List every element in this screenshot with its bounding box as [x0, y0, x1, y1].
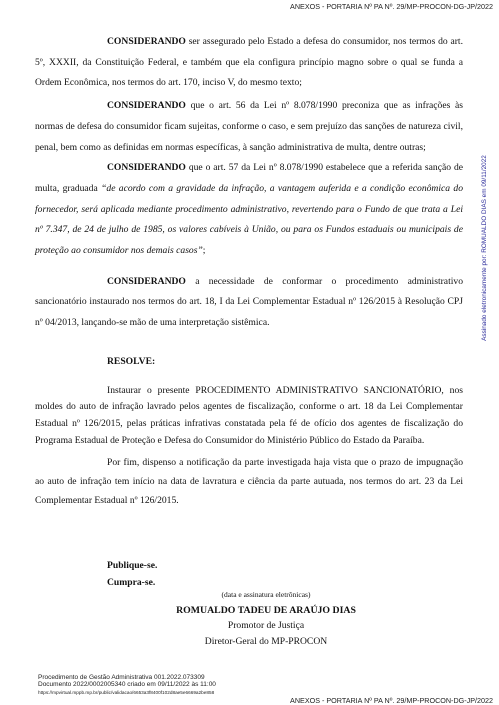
paragraph-resolution: Instaurar o presente PROCEDIMENTO ADMINISTRATIVO SANCIONATÓRIO, nos moldes do auto de infração lavrado pelos agentes de fiscalização, conforme o art. 18 da Lei Complementar Estadual nº 126/2015, pelas práticas infrativas constatada pela fé de ofício dos agentes de fiscalização do Programa Estadual de Proteção e Defesa do Consumidor do Ministério Público do Estado da Paraíba.: [35, 384, 463, 447]
signature-note: (data e assinatura eletrônicas): [221, 590, 311, 599]
closing-block: [107, 557, 157, 591]
document-body: [35, 32, 463, 510]
footer-info: [38, 674, 216, 696]
electronic-signature-stamp: Assinado eletronicamente por: ROMUALDO DIAS em 09/11/2022: [481, 155, 488, 341]
considerando-label: CONSIDERANDO: [107, 162, 186, 174]
considerando-label: CONSIDERANDO: [107, 275, 186, 287]
footer-reference: ANEXOS - PORTARIA Nº PA Nº. 29/MP-PROCON-DG-JP/2022: [290, 696, 493, 705]
paragraph-text: ;: [202, 245, 206, 257]
considerando-label: CONSIDERANDO: [107, 100, 186, 112]
footer-document: Documento 2022/0002005340 criado em 09/11/2022 às 11:00: [38, 681, 216, 689]
paragraph-considerando-2: [35, 96, 463, 158]
paragraph-considerando-3: [35, 158, 463, 262]
page-header: ANEXOS - PORTARIA Nº PA Nº. 29/MP-PROCON-DG-JP/2022: [290, 2, 493, 11]
considerando-label: CONSIDERANDO: [107, 36, 186, 47]
signer-role-2: Diretor-Geral do MP-PROCON: [204, 635, 328, 647]
signature-block: [120, 587, 412, 649]
paragraph-text: que o art. 57 da Lei nº 8.078/1990 estabelece que a referida sanção de multa, graduada: [35, 162, 463, 194]
publique-text: Publique-se.: [107, 560, 158, 571]
resolve-heading: RESOLVE:: [107, 355, 156, 367]
paragraph-considerando-4: [35, 272, 463, 334]
paragraph-text: que o art. 56 da Lei nº 8.078/1990 preconiza que as infrações às normas de defesa do consumidor ficam sujeitas, conforme o caso, e sem prejuízo das sanções de natureza civil, penal, bem como as definidas em normas específicas, à sanção administrativa de multa, dentre outras;: [35, 100, 463, 153]
paragraph-notification: Por fim, dispenso a notificação da parte investigada haja vista que o prazo de impugnação ao auto de infração tem início na data de lavratura e ciência da parte autuada, nos termos do art. 23 da Lei Complementar Estadual nº 126/2015.: [35, 457, 463, 507]
footer-validation-link[interactable]: https://mpvirtual.mppb.mp.br/public/validacao/6653a3f8400f102d8ae5e6669a2be858: [38, 689, 215, 695]
signer-role-1: Promotor de Justiça: [227, 620, 305, 631]
paragraph-text: ser assegurado pelo Estado a defesa do consumidor, nos termos do art. 5º, XXXII, da Constituição Federal, e também que ela configura princípio magno sobre o qual se funda a Ordem Econômica, nos termos do art. 170, inciso V, do mesmo texto;: [35, 36, 463, 89]
footer-procedure: Procedimento de Gestão Administrativa 001.2022.073309: [38, 674, 205, 681]
paragraph-text: a necessidade de conformar o procedimento administrativo sancionatório instaurado nos termos do art. 18, I da Lei Complementar Estadual nº 126/2015 à Resolução CPJ nº 04/2013, lançando-se mão de uma interpretação sistêmica.: [35, 275, 463, 329]
paragraph-considerando-1: [35, 32, 463, 94]
signer-name: ROMUALDO TADEU DE ARAÚJO DIAS: [176, 604, 356, 616]
cumpra-text: Cumpra-se.: [107, 577, 156, 588]
law-quote: “de acordo com a gravidade da infração, a vantagem auferida e a condição econômica do fornecedor, será aplicada mediante procedimento administrativo, revertendo para o Fundo de que trata a Lei nº 7.347, de 24 de julho de 1985, os valores cabíveis à União, ou para os Fundos estaduais ou municipais de proteção ao consumidor nos demais casos”: [35, 182, 463, 257]
